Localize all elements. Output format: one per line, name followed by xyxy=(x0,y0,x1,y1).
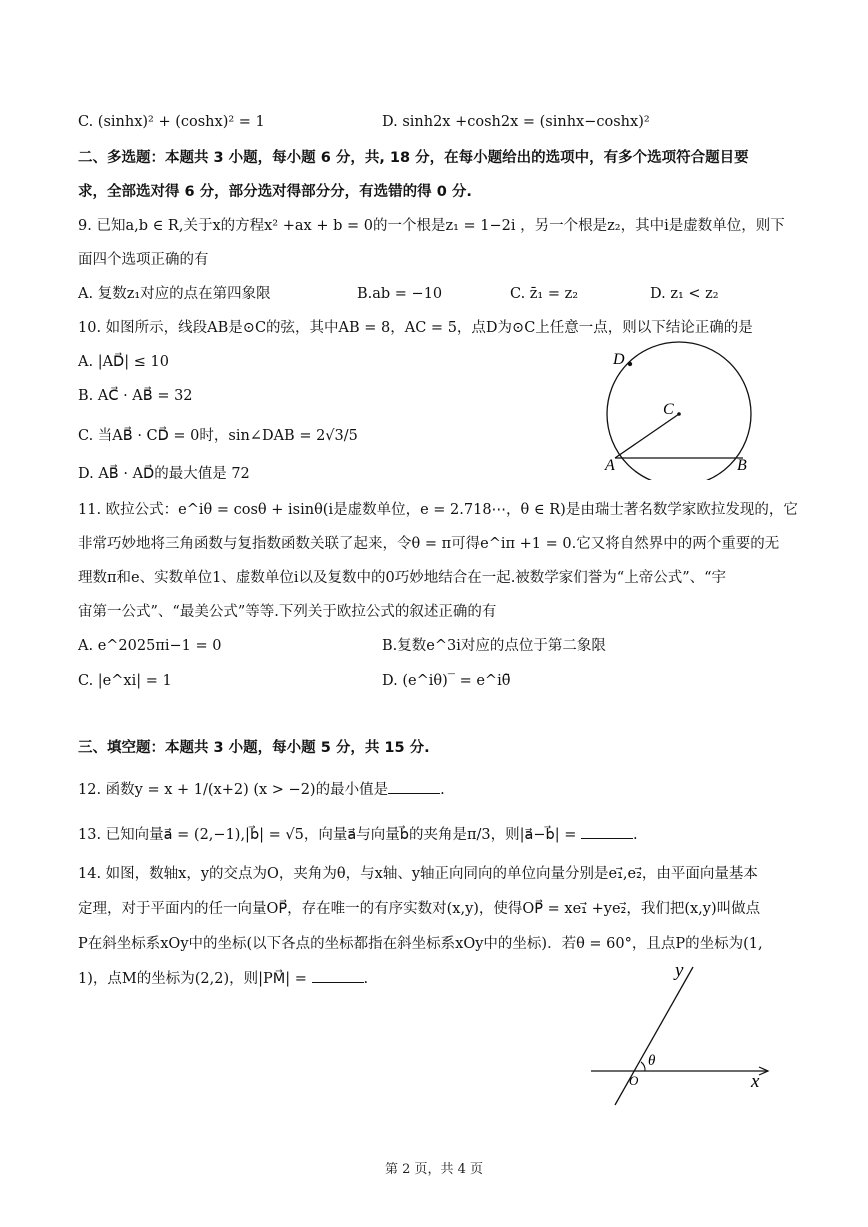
q10-option-a: A. |AD⃗| ≤ 10 xyxy=(78,354,169,370)
label-c: C xyxy=(663,401,674,418)
q10-option-c: C. 当AB⃗ · CD⃗ = 0时，sin∠DAB = 2√3/5 xyxy=(78,428,358,444)
q14-stem: 14. 如图，数轴x，y的交点为O，夹角为θ，与x轴、y轴正向同向的单位向量分别是e₁⃗,e₂⃗，由平面向量基本 xyxy=(78,866,758,882)
circle-figure xyxy=(595,340,765,480)
q14-stem-3: P在斜坐标系xOy中的坐标(以下各点的坐标都指在斜坐标系xOy中的坐标)．若θ = 60°，且点P的坐标为(1, xyxy=(78,936,763,952)
q13-stem xyxy=(78,824,638,845)
label-d: D xyxy=(613,351,625,368)
label-y-axis: y xyxy=(675,960,684,981)
q13-answer-blank xyxy=(581,824,633,839)
q11-stem-3: 理数π和e、实数单位1、虚数单位i以及复数中的0巧妙地结合在一起.被数学家们誉为“上帝公式”、“宇 xyxy=(78,570,727,586)
label-theta: θ xyxy=(648,1053,656,1069)
label-a: A xyxy=(605,457,615,474)
q14-answer-blank xyxy=(312,968,364,983)
q14-text: 1)，点M的坐标为(2,2)，则|PM⃗| = xyxy=(78,971,307,987)
q12-stem xyxy=(78,779,445,800)
section-2-heading: 二、多选题：本题共 3 小题，每小题 6 分，共, 18 分，在每小题给出的选项中，有多个选项符合题目要 xyxy=(78,150,749,166)
q11-option-a: A. e^2025πi−1 = 0 xyxy=(78,638,222,654)
q10-option-b: B. AC⃗ · AB⃗ = 32 xyxy=(78,388,193,404)
section-2-heading-cont: 求，全部选对得 6 分，部分选对得部分分，有选错的得 0 分. xyxy=(78,184,472,200)
page-footer: 第 2 页，共 4 页 xyxy=(384,1162,484,1177)
q14-stem-2: 定理，对于平面内的任一向量OP⃗，存在唯一的有序实数对(x,y)，使得OP⃗ = xe₁⃗ +ye₂⃗，我们把(x,y)叫做点 xyxy=(78,901,761,917)
q14-period: . xyxy=(363,971,369,987)
q12-text: 12. 函数y = x + 1/(x+2) (x > −2)的最小值是 xyxy=(78,782,389,798)
q13-period: . xyxy=(632,827,638,843)
q11-stem: 11. 欧拉公式：e^iθ = cosθ + isinθ(i是虚数单位，e = 2.718⋯，θ ∈ R)是由瑞士著名数学家欧拉发现的，它 xyxy=(78,502,798,518)
q8-option-d: D. sinh2x +cosh2x = (sinhx−coshx)² xyxy=(382,114,650,130)
q11-option-b: B.复数e^3i对应的点位于第二象限 xyxy=(382,638,606,654)
q9-option-c: C. z̄₁ = z₂ xyxy=(510,286,579,302)
label-x-axis: x xyxy=(751,1071,760,1092)
q10-option-d: D. AB⃗ · AD⃗的最大值是 72 xyxy=(78,466,250,482)
q9-option-b: B.ab = −10 xyxy=(357,286,443,302)
q9-stem: 9. 已知a,b ∈ R,关于x的方程x² +ax + b = 0的一个根是z₁ = 1−2i ，另一个根是z₂，其中i是虚数单位，则下 xyxy=(78,218,785,234)
q11-stem-2: 非常巧妙地将三角函数与复指数函数关联了起来，令θ = π可得e^iπ +1 = 0.它又将自然界中的两个重要的无 xyxy=(78,536,780,552)
q10-stem: 10. 如图所示，线段AB是⊙C的弦，其中AB = 8，AC = 5，点D为⊙C上任意一点，则以下结论正确的是 xyxy=(78,320,753,336)
q9-option-d: D. z₁ < z₂ xyxy=(650,286,719,302)
q14-stem-4 xyxy=(78,968,368,989)
q13-text: 13. 已知向量a⃗ = (2,−1),|b⃗| = √5，向量a⃗与向量b⃗的夹角是π/3，则|a⃗−b⃗| = xyxy=(78,827,577,843)
oblique-axes-figure xyxy=(585,955,780,1110)
q11-option-d: D. (e^iθ)‾ = e^iθ̄ xyxy=(382,673,511,689)
q11-stem-4: 宙第一公式”、“最美公式”等等.下列关于欧拉公式的叙述正确的有 xyxy=(78,604,497,620)
q9-option-a: A. 复数z₁对应的点在第四象限 xyxy=(78,286,271,302)
label-origin: O xyxy=(629,1073,639,1088)
section-3-heading: 三、填空题：本题共 3 小题，每小题 5 分，共 15 分. xyxy=(78,740,430,756)
q12-answer-blank xyxy=(388,779,440,794)
label-b: B xyxy=(737,457,747,474)
q12-period: . xyxy=(440,782,445,798)
q11-option-c: C. |e^xi| = 1 xyxy=(78,673,172,689)
q8-option-c: C. (sinhx)² + (coshx)² = 1 xyxy=(78,114,265,130)
q9-stem-cont: 面四个选项正确的有 xyxy=(78,252,209,268)
